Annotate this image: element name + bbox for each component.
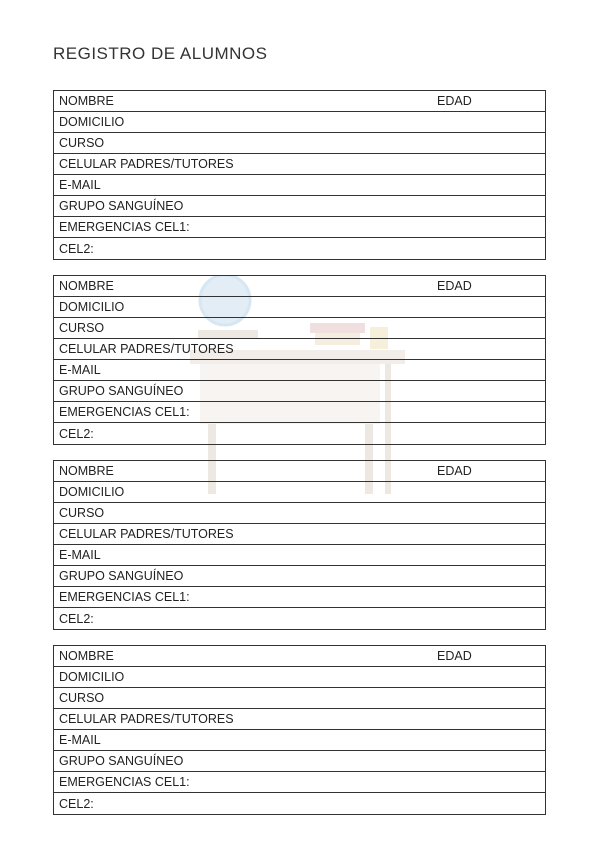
domicilio-row[interactable] <box>54 482 545 503</box>
domicilio-label: DOMICILIO <box>59 670 125 684</box>
student-record-2 <box>53 275 546 445</box>
grupo-row[interactable] <box>54 196 545 217</box>
domicilio-row[interactable] <box>54 112 545 133</box>
email-label: E-MAIL <box>59 363 101 377</box>
emergencias-label: EMERGENCIAS CEL1: <box>59 220 190 234</box>
edad-label: EDAD <box>437 94 472 108</box>
grupo-label: GRUPO SANGUÍNEO <box>59 384 184 398</box>
cel2-label: CEL2: <box>59 611 94 626</box>
domicilio-row[interactable] <box>54 667 545 688</box>
domicilio-label: DOMICILIO <box>59 485 125 499</box>
emergencias-row[interactable] <box>54 772 545 793</box>
nombre-label: NOMBRE <box>59 279 114 293</box>
nombre-row[interactable] <box>54 461 545 482</box>
emergencias-label: EMERGENCIAS CEL1: <box>59 405 190 419</box>
email-label: E-MAIL <box>59 733 101 747</box>
domicilio-row[interactable] <box>54 297 545 318</box>
emergencias-label: EMERGENCIAS CEL1: <box>59 590 190 604</box>
curso-label: CURSO <box>59 506 105 520</box>
emergencias-row[interactable] <box>54 217 545 238</box>
student-record-4 <box>53 645 546 815</box>
cel2-row[interactable] <box>54 793 545 814</box>
cel2-label: CEL2: <box>59 241 94 256</box>
domicilio-label: DOMICILIO <box>59 300 125 314</box>
email-label: E-MAIL <box>59 548 101 562</box>
cel2-row[interactable] <box>54 423 545 444</box>
email-row[interactable] <box>54 545 545 566</box>
curso-row[interactable] <box>54 688 545 709</box>
edad-label: EDAD <box>437 649 472 663</box>
cel2-label: CEL2: <box>59 796 94 811</box>
celular-label: CELULAR PADRES/TUTORES <box>59 157 234 171</box>
celular-label: CELULAR PADRES/TUTORES <box>59 712 234 726</box>
emergencias-label: EMERGENCIAS CEL1: <box>59 775 190 789</box>
celular-label: CELULAR PADRES/TUTORES <box>59 527 234 541</box>
grupo-label: GRUPO SANGUÍNEO <box>59 569 184 583</box>
nombre-row[interactable] <box>54 646 545 667</box>
celular-row[interactable] <box>54 709 545 730</box>
nombre-label: NOMBRE <box>59 94 114 108</box>
celular-label: CELULAR PADRES/TUTORES <box>59 342 234 356</box>
grupo-label: GRUPO SANGUÍNEO <box>59 199 184 213</box>
nombre-label: NOMBRE <box>59 649 114 663</box>
student-record-1 <box>53 90 546 260</box>
nombre-row[interactable] <box>54 91 545 112</box>
curso-label: CURSO <box>59 691 105 705</box>
edad-label: EDAD <box>437 279 472 293</box>
celular-row[interactable] <box>54 339 545 360</box>
celular-row[interactable] <box>54 154 545 175</box>
student-record-3 <box>53 460 546 630</box>
nombre-row[interactable] <box>54 276 545 297</box>
email-row[interactable] <box>54 175 545 196</box>
nombre-label: NOMBRE <box>59 464 114 478</box>
cel2-row[interactable] <box>54 608 545 629</box>
cel2-label: CEL2: <box>59 426 94 441</box>
grupo-row[interactable] <box>54 381 545 402</box>
emergencias-row[interactable] <box>54 402 545 423</box>
email-row[interactable] <box>54 360 545 381</box>
grupo-label: GRUPO SANGUÍNEO <box>59 754 184 768</box>
domicilio-label: DOMICILIO <box>59 115 125 129</box>
celular-row[interactable] <box>54 524 545 545</box>
cel2-row[interactable] <box>54 238 545 259</box>
curso-row[interactable] <box>54 503 545 524</box>
email-row[interactable] <box>54 730 545 751</box>
grupo-row[interactable] <box>54 751 545 772</box>
curso-label: CURSO <box>59 321 105 335</box>
curso-row[interactable] <box>54 133 545 154</box>
edad-label: EDAD <box>437 464 472 478</box>
curso-label: CURSO <box>59 136 105 150</box>
emergencias-row[interactable] <box>54 587 545 608</box>
grupo-row[interactable] <box>54 566 545 587</box>
curso-row[interactable] <box>54 318 545 339</box>
email-label: E-MAIL <box>59 178 101 192</box>
page-title: REGISTRO DE ALUMNOS <box>53 44 268 63</box>
